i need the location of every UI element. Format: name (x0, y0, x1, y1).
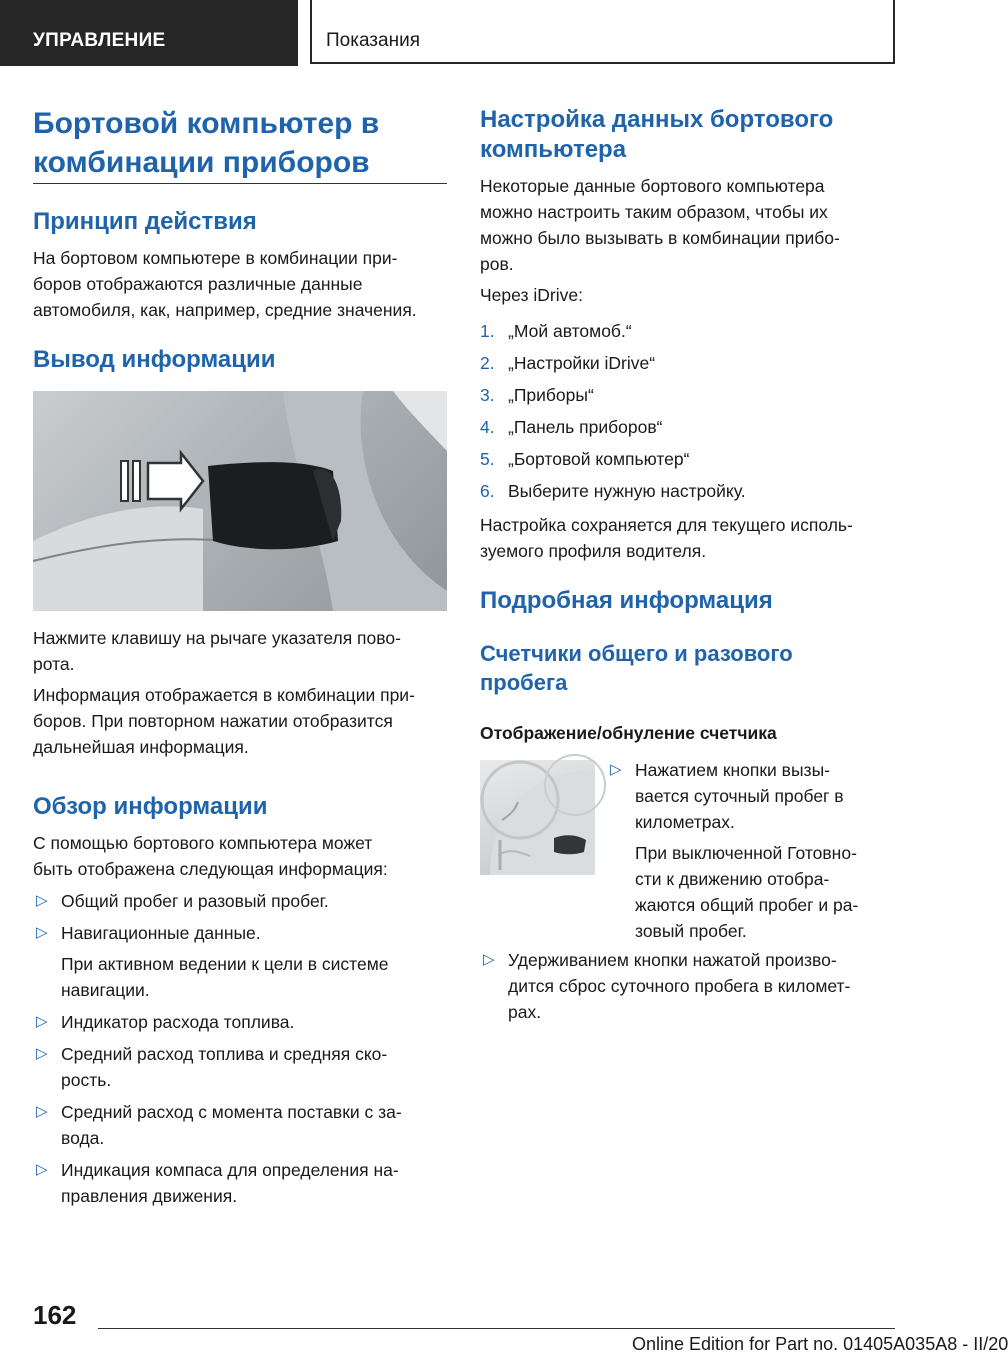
bullet-subtext: зовый пробег. (635, 921, 747, 941)
principle-line-1: На бортовом компьютере в комбинации при‐ (33, 248, 398, 268)
bullet-marker-icon: ▷ (36, 1103, 48, 1120)
overview-bullet (33, 888, 447, 914)
bullet-subtext: При выключенной Готовно‐ (635, 843, 857, 863)
bullet-text: километрах. (635, 812, 735, 832)
bullet-text: вается суточный пробег в (635, 786, 844, 806)
overview-bullet-sub (33, 951, 447, 977)
overview-bullet-cont (33, 1067, 447, 1093)
overview-intro-line-2: быть отображена следующая информация: (33, 859, 388, 879)
reset-bullet-cont (607, 783, 900, 809)
bullet-subtext: навигации. (61, 980, 150, 1000)
overview-heading: Обзор информации (33, 793, 268, 820)
edition-note: Online Edition for Part no. 01405A035A8 - II/20 (632, 1334, 1008, 1354)
step-text: „Настройки iDrive“ (508, 353, 656, 373)
step-number: 4. (480, 417, 495, 437)
bullet-text: Навигационные данные. (61, 923, 261, 943)
title-rule (33, 183, 447, 184)
settings-heading-line-1: Настройка данных бортового (480, 106, 834, 133)
hold-bullet (480, 947, 900, 973)
bullet-subtext: сти к движению отобра‐ (635, 869, 830, 889)
step-text: Выберите нужную настройку. (508, 481, 746, 501)
overview-bullet (33, 1009, 447, 1035)
step-text: „Приборы“ (508, 385, 594, 405)
bullet-text: Нажатием кнопки вызы‐ (635, 760, 830, 780)
page-title-line-1: Бортовой компьютер в (33, 107, 380, 140)
settings-intro-line-1: Некоторые данные бортового компьютера (480, 176, 825, 196)
bullet-text: правления движения. (61, 1186, 238, 1206)
bullet-text: дится сброс суточного пробега в километ‐ (508, 976, 851, 996)
overview-intro-line-1: С помощью бортового компьютера может (33, 833, 373, 853)
overview-bullet (33, 1041, 447, 1067)
step-item (480, 318, 900, 344)
details-heading: Подробная информация (480, 587, 773, 614)
hold-bullet-cont (480, 973, 900, 999)
bullet-marker-icon: ▷ (36, 1013, 48, 1030)
output-info-line-1: Информация отображается в комбинации при‐ (33, 685, 415, 705)
output-info-line-3: дальнейшая информация. (33, 737, 249, 757)
settings-note-line-1: Настройка сохраняется для текущего исполь‐ (480, 515, 853, 535)
page-title-line-2: комбинации приборов (33, 146, 370, 179)
topic-tab (310, 0, 895, 64)
hold-bullet-cont (480, 999, 900, 1025)
reset-bullet-sub (607, 918, 900, 944)
output-caption-line-2: рота. (33, 654, 75, 674)
bullet-marker-icon: ▷ (36, 1045, 48, 1062)
step-text: „Панель приборов“ (508, 417, 663, 437)
bullet-text: Удерживанием кнопки нажатой произво‐ (508, 950, 837, 970)
step-number: 6. (480, 481, 495, 501)
settings-intro-line-2: можно настроить таким образом, чтобы их (480, 202, 828, 222)
overview-bullet (33, 1099, 447, 1125)
bullet-marker-icon: ▷ (36, 892, 48, 909)
counters-heading-line-2: пробега (480, 670, 568, 695)
counters-heading-line-1: Счетчики общего и разового (480, 641, 793, 666)
settings-heading-line-2: компьютера (480, 136, 627, 163)
step-number: 2. (480, 353, 495, 373)
principle-line-3: автомобиля, как, например, средние значения. (33, 300, 417, 320)
instrument-cluster-illustration (480, 760, 595, 875)
reset-bullet (607, 757, 900, 783)
settings-intro-line-4: ров. (480, 254, 514, 274)
bullet-subtext: При активном ведении к цели в системе (61, 954, 389, 974)
topic-title: Показания (326, 30, 420, 51)
bullet-text: Индикатор расхода топлива. (61, 1012, 295, 1032)
section-tab (0, 0, 298, 66)
page-number: 162 (33, 1300, 77, 1330)
bullet-subtext: жаются общий пробег и ра‐ (635, 895, 859, 915)
reset-heading: Отображение/обнуление счетчика (480, 723, 777, 743)
bullet-text: Общий пробег и разовый пробег. (61, 891, 329, 911)
principle-heading: Принцип действия (33, 208, 257, 235)
step-item (480, 382, 900, 408)
overview-bullet (33, 1157, 447, 1183)
step-item (480, 446, 900, 472)
lever-illustration (33, 391, 447, 611)
step-number: 5. (480, 449, 495, 469)
bullet-text: рость. (61, 1070, 112, 1090)
bullet-marker-icon: ▷ (36, 924, 48, 941)
bullet-marker-icon: ▷ (610, 761, 622, 778)
bullet-marker-icon: ▷ (483, 951, 495, 968)
step-text: „Бортовой компьютер“ (508, 449, 690, 469)
section-title: УПРАВЛЕНИЕ (33, 30, 166, 51)
overview-bullet-cont (33, 1183, 447, 1209)
reset-bullet-cont (607, 809, 900, 835)
overview-bullet-sub (33, 977, 447, 1003)
settings-note-line-2: зуемого профиля водителя. (480, 541, 707, 561)
step-item (480, 478, 900, 504)
output-info-line-2: боров. При повторном нажатии отобразится (33, 711, 393, 731)
reset-bullet-sub (607, 892, 900, 918)
step-number: 3. (480, 385, 495, 405)
bullet-text: Средний расход топлива и средняя ско‐ (61, 1044, 388, 1064)
settings-via: Через iDrive: (480, 285, 583, 305)
turn-signal-lever-image (33, 391, 447, 611)
bullet-marker-icon: ▷ (36, 1161, 48, 1178)
bullet-text: рах. (508, 1002, 542, 1022)
bullet-text: вода. (61, 1128, 105, 1148)
reset-button-image (480, 760, 595, 875)
reset-bullet-sub (607, 866, 900, 892)
reset-bullet-sub (607, 840, 900, 866)
output-caption-line-1: Нажмите клавишу на рычаге указателя пово‐ (33, 628, 401, 648)
step-item (480, 414, 900, 440)
bullet-text: Средний расход с момента поставки с за‐ (61, 1102, 402, 1122)
footer-rule (98, 1328, 895, 1329)
overview-bullet-cont (33, 1125, 447, 1151)
settings-intro-line-3: можно было вызывать в комбинации прибо‐ (480, 228, 840, 248)
principle-line-2: боров отображаются различные данные (33, 274, 363, 294)
step-item (480, 350, 900, 376)
step-number: 1. (480, 321, 495, 341)
overview-bullet (33, 920, 447, 946)
output-heading: Вывод информации (33, 346, 276, 373)
bullet-text: Индикация компаса для определения на‐ (61, 1160, 399, 1180)
step-text: „Мой автомоб.“ (508, 321, 632, 341)
